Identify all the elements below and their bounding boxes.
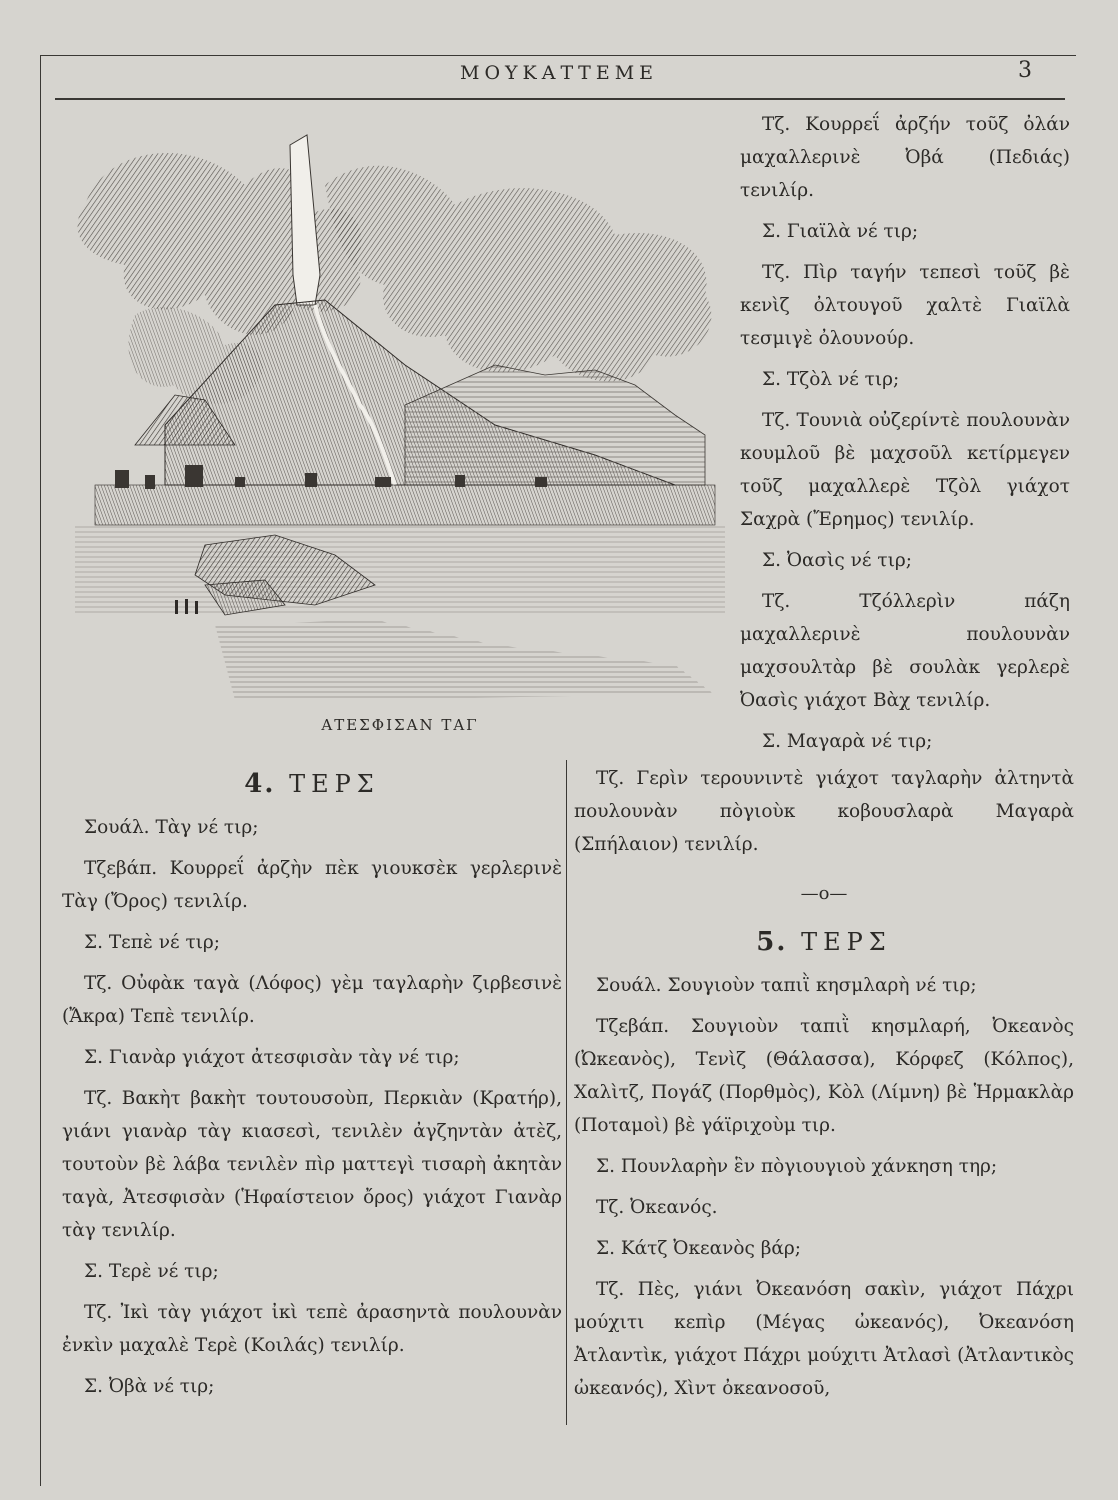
paragraph: Σ. Μαγαρὰ νέ τιρ;: [762, 731, 933, 752]
header-rule: [55, 98, 1065, 100]
paragraph: Τζ. Κουρρεΐ ἀρζήν τοῦζ ὀλάν μαχαλλερινὲ Ὀβά (Πεδιάς) τενιλίρ.: [740, 114, 1070, 201]
paragraph: Σ. Τερὲ νέ τιρ;: [84, 1261, 219, 1282]
section-separator: —o—: [800, 883, 848, 904]
column-divider: [566, 760, 567, 1425]
paragraph: Σ. Τεπὲ νέ τιρ;: [84, 932, 221, 953]
right-column-bottom: [574, 762, 1074, 1413]
paragraph: Τζ. Πὶρ ταγήν τεπεσὶ τοῦζ βὲ κενὶζ ὀλτουγοῦ χαλτὲ Γιαϊλὰ τεσμιγὲ ὀλουνούρ.: [740, 262, 1070, 349]
lesson-title: ΤΕΡΣ: [801, 928, 892, 956]
lesson-number: 5.: [756, 927, 788, 957]
lesson-number: 4.: [244, 769, 276, 799]
page-number: 3: [1018, 58, 1032, 83]
paragraph: Σ. Γιαϊλὰ νέ τιρ;: [762, 221, 919, 242]
paragraph: Σ. Γιανὰρ γιάχοτ ἀτεσφισὰν τὰγ νέ τιρ;: [84, 1047, 460, 1068]
paragraph: Τζ. Τζόλλερὶν πάζη μαχαλλερινὲ πουλουνὰν μαχσουλτὰρ βὲ σουλὰκ γερλερὲ Ὀασὶς γιάχοτ Βὰχ τενιλίρ.: [740, 591, 1070, 711]
paragraph: Τζεβάπ. Σουγιοὺν ταπιῒ κησμλαρή, Ὀκεανὸς (Ὠκεανὸς), Τενὶζ (Θάλασσα), Κόρφεζ (Κόλπος), Χαλὶτζ, Πογάζ (Πορθμὸς), Κὸλ (Λίμνη) βὲ Ἡρμακλὰρ (Ποταμοὶ) βὲ γάϊριχοὺμ τιρ.: [574, 1016, 1074, 1136]
running-head: ΜΟΥΚΑΤΤΕΜΕ: [459, 62, 659, 84]
paragraph: Σουάλ. Σουγιοὺν ταπιῒ κησμλαρὴ νέ τιρ;: [596, 975, 977, 996]
right-column-top: [740, 108, 1070, 766]
paragraph: Τζ. Βακὴτ βακὴτ τουτουσοὺπ, Περκιὰν (Κρατήρ), γιάνι γιανὰρ τὰγ κιασεσὶ, τενιλὲν ἀγζηντὰν ἀτὲζ, τουτοὺν βὲ λάβα τενιλὲν πὶρ ματτεγὶ τισαρὴ ἀκητὰν ταγὰ, Ἀτεσφισὰν (Ἡφαίστειον ὄρος) γιάχοτ Γιανὰρ τὰγ τενιλίρ.: [62, 1088, 562, 1241]
paragraph: Τζεβάπ. Κουρρεΐ ἀρζὴν πὲκ γιουκσὲκ γερλερινὲ Τὰγ (Ὄρος) τενιλίρ.: [62, 858, 562, 912]
distant-mountains: [405, 365, 705, 485]
paragraph: Σ. Ὀβὰ νέ τιρ;: [84, 1376, 215, 1397]
volcano-illustration: [75, 125, 725, 710]
paragraph: Σ. Κάτζ Ὀκεανὸς βάρ;: [596, 1238, 802, 1259]
paragraph: Σ. Πουνλαρὴν ἓν πὸγιουγιοὺ χάνκηση τηρ;: [596, 1156, 998, 1177]
paragraph: Τζ. Ἰκὶ τὰγ γιάχοτ ἰκὶ τεπὲ ἀρασηντὰ πουλουνὰν ἐνκὶν μαχαλὲ Τερὲ (Κοιλάς) τενιλίρ.: [62, 1302, 562, 1356]
lesson-heading: [574, 926, 1074, 959]
paragraph: Τζ. Ὀκεανός.: [596, 1197, 718, 1218]
lesson-4: [62, 768, 562, 1411]
city-strip: [95, 485, 715, 525]
paragraph: Τζ. Τουνιὰ οὐζερίντὲ πουλουνὰν κουμλοῦ βὲ μαχσοῦλ κετίρμεγεν τοῦζ μαχαλλερὲ Τζὸλ γιάχοτ Σαχρὰ (Ἔρημος) τενιλίρ.: [740, 410, 1070, 530]
paragraph: Σουάλ. Τὰγ νέ τιρ;: [84, 817, 259, 838]
paragraph: Σ. Τζὸλ νέ τιρ;: [762, 369, 900, 390]
lesson-heading: [62, 768, 562, 801]
paragraph: Τζ. Πὲς, γιάνι Ὀκεανόση σακὶν, γιάχοτ Πάχρι μούχιτι κεπὶρ (Μέγας ὠκεανός), Ὀκεανόση Ἀτλαντὶκ, γιάχοτ Πάχρι μούχιτι Ἀτλασὶ (Ἀτλαντικὸς ὠκεανός), Χὶντ ὀκεανοσοῦ,: [574, 1279, 1074, 1399]
foreground-ground: [215, 620, 715, 700]
paragraph: Τζ. Οὐφὰκ ταγὰ (Λόφος) γὲμ ταγλαρὴν ζιρβεσινὲ (Ἄκρα) Τεπὲ τενιλίρ.: [62, 973, 562, 1027]
lesson-title: ΤΕΡΣ: [289, 770, 380, 798]
bay-water: [75, 525, 725, 615]
figure-caption: ΑΤΕΣΦΙΣΑΝ ΤΑΓ: [321, 716, 479, 734]
paragraph: Τζ. Γερὶν τερουνιντὲ γιάχοτ ταγλαρὴν ἀλτηντὰ πουλουνὰν πὸγιοὺκ κοβουσλαρὰ Μαγαρὰ (Σπήλαιον) τενιλίρ.: [574, 768, 1074, 855]
paragraph: Σ. Ὀασὶς νέ τιρ;: [762, 550, 912, 571]
